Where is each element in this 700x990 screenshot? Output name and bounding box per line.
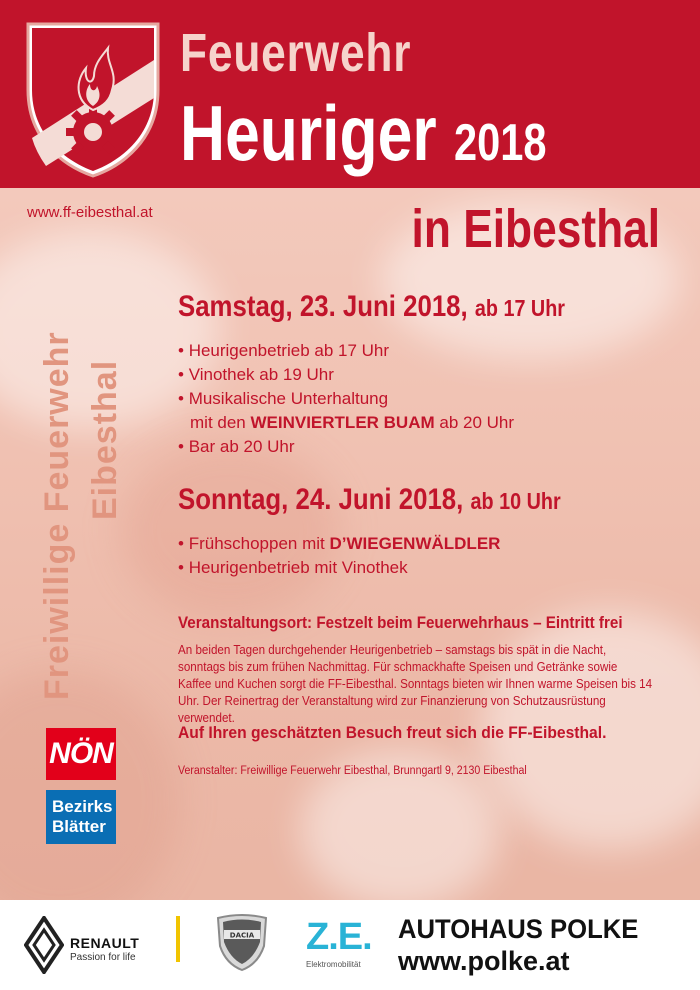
list-item: • Vinothek ab 19 Uhr	[178, 363, 668, 387]
sunday-list	[178, 532, 668, 580]
list-item: • Heurigenbetrieb ab 17 Uhr	[178, 339, 668, 363]
ze-tagline: Elektromobilität	[306, 960, 361, 969]
description-text: An beiden Tagen durchgehender Heurigenbetrieb – samstags bis spät in die Nacht, sonntags bis zum frühen Nachmittag. Für schmackhafte Speisen und Getränke sowie Kaffee und Kuchen sorgt die FF-Eibesthal. Sonntags bieten wir Ihnen warme Speisen bis 14 Uhr. Der Reinertrag der Veranstaltung wird zur Finanzierung von Schutzausrüstung verwendet.	[178, 643, 653, 725]
sunday-band: D’WIEGENWÄLDLER	[329, 534, 501, 553]
renault-diamond-icon	[24, 916, 64, 974]
header-banner	[0, 0, 700, 188]
greeting-text: Auf Ihren geschätzten Besuch freut sich die FF-Eibesthal.	[178, 723, 607, 742]
program-content	[178, 290, 668, 580]
saturday-time: ab 17 Uhr	[474, 295, 566, 321]
website-link[interactable]: www.ff-eibesthal.at	[27, 204, 153, 221]
saturday-heading	[178, 290, 599, 323]
title-year: 2018	[453, 114, 547, 172]
dacia-label: DACIA	[229, 931, 255, 940]
renault-tagline: Passion for life	[70, 952, 136, 963]
sunday-time: ab 10 Uhr	[470, 488, 561, 514]
vertical-text-line-2: Eibesthal	[86, 359, 124, 520]
sunday-date: Sonntag, 24. Juni 2018,	[178, 483, 464, 516]
title-line-2	[180, 89, 547, 177]
fire-brigade-crest-icon	[22, 20, 164, 180]
list-item-text: Frühschoppen mit	[188, 534, 325, 553]
noen-logo: NÖN	[46, 728, 116, 780]
vertical-text-line-1: Freiwillige Feuerwehr	[38, 331, 76, 700]
title-line-1: Feuerwehr	[180, 23, 412, 83]
dealer-url[interactable]: www.polke.at	[398, 946, 570, 976]
music-prefix: mit den	[190, 413, 246, 432]
bezirksblaetter-logo	[46, 790, 116, 844]
list-item-text: Musikalische Unterhaltung	[188, 389, 389, 408]
list-item: • Bar ab 20 Uhr	[178, 435, 668, 459]
dealer-name: AUTOHAUS POLKE	[398, 914, 639, 944]
saturday-date: Samstag, 23. Juni 2018,	[178, 290, 468, 323]
venue-info: Veranstaltungsort: Festzelt beim Feuerwehrhaus – Eintritt frei	[178, 614, 623, 632]
footer-divider	[176, 916, 180, 962]
ze-logo: Z.E.	[306, 916, 372, 958]
saturday-list	[178, 339, 668, 459]
sunday-heading	[178, 483, 599, 516]
organizer-info: Veranstalter: Freiwillige Feuerwehr Eibesthal, Brunngartl 9, 2130 Eibesthal	[178, 765, 527, 777]
list-item	[178, 387, 668, 435]
renault-name: RENAULT	[70, 935, 140, 951]
list-item	[178, 532, 668, 556]
music-band: WEINVIERTLER BUAM	[250, 413, 435, 432]
bezirks-line-2: Blätter	[52, 817, 106, 836]
list-item: • Heurigenbetrieb mit Vinothek	[178, 556, 668, 580]
dacia-shield-icon	[214, 912, 270, 972]
music-suffix: ab 20 Uhr	[439, 413, 515, 432]
bezirks-line-1: Bezirks	[52, 797, 113, 816]
location-heading: in Eibesthal	[411, 199, 660, 259]
title-heuriger: Heuriger	[180, 89, 437, 177]
